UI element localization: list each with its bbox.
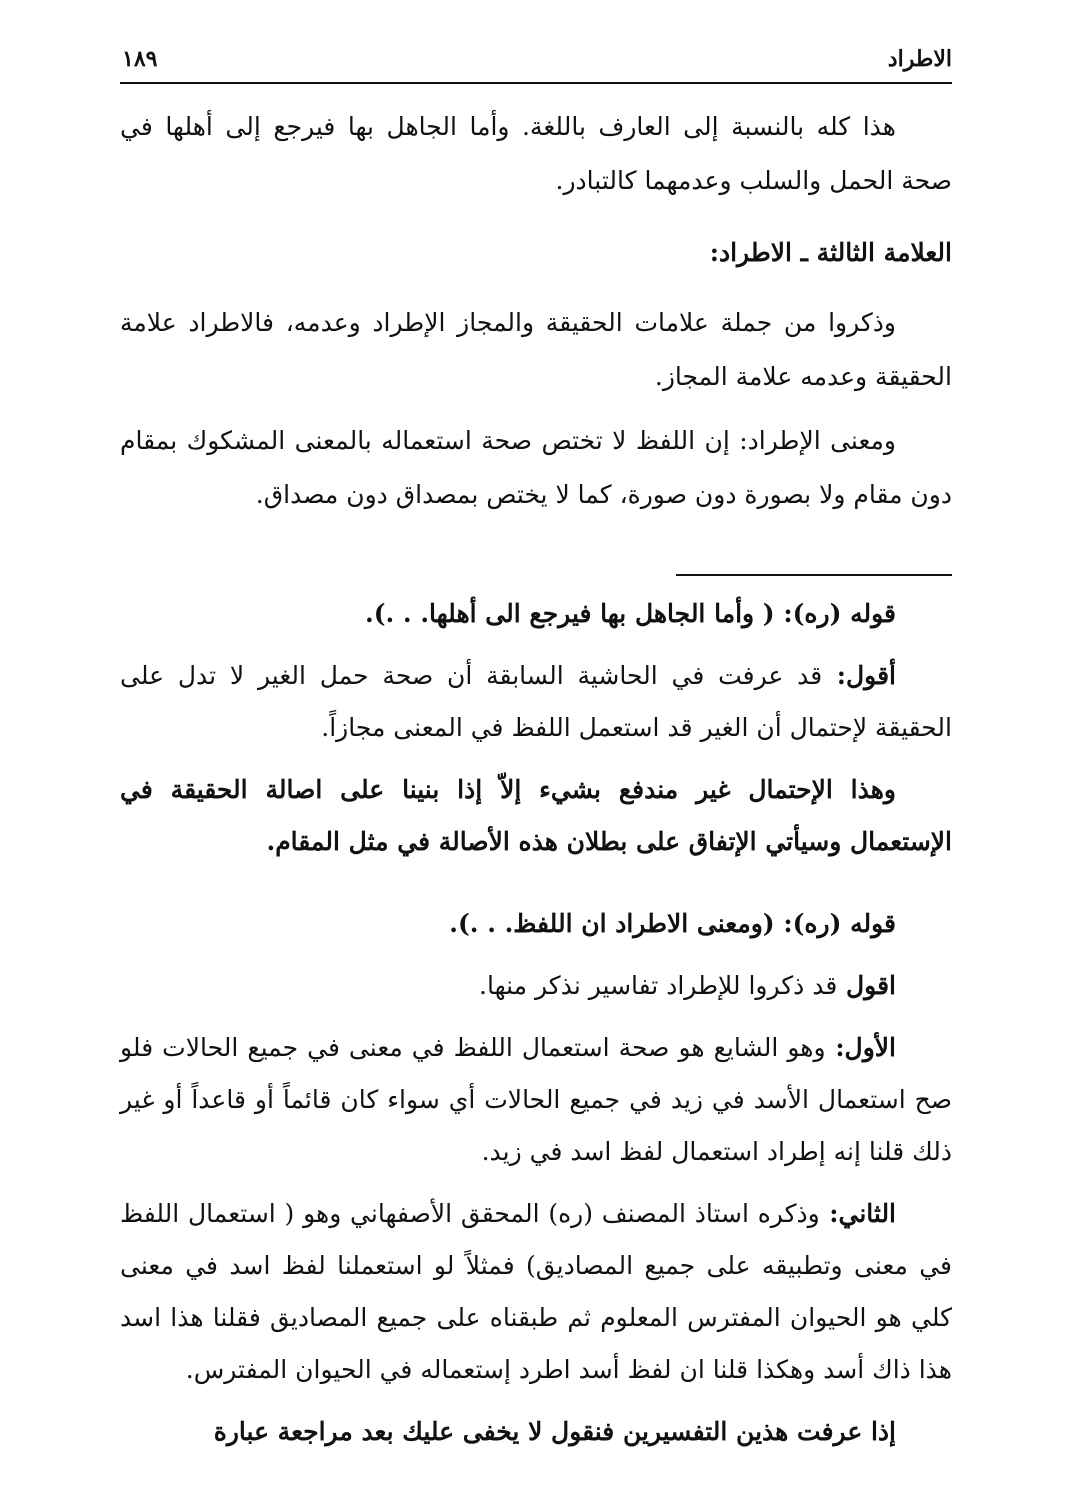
commentary-paragraph-5 [120,1188,952,1396]
commentary-paragraph-4 [120,1022,952,1178]
paragraph-text: وذكره استاذ المصنف (ره) المحقق الأصفهاني وهو ( استعمال اللفظ في معنى وتطبيقه على جميع المصاديق) فمثلاً لو استعملنا لفظ اسد في معنى كلي هو الحيوان المفترس المعلوم ثم طبقناه على جميع المصاديق فقلنا هذا اسد هذا ذاك أسد وهكذا قلنا ان لفظ أسد اطرد إستعماله في الحيوان المفترس. [120,1199,952,1384]
footnote-divider [676,574,952,576]
paragraph-lead: الأول: [825,1033,896,1062]
book-page [120,0,952,1498]
main-text [120,100,952,522]
main-paragraph-3: ومعنى الإطراد: إن اللفظ لا تختص صحة استعماله بالمعنى المشكوك بمقام دون مقام ولا بصورة دون صورة، كما لا يختص بمصداق دون مصداق. [120,426,952,509]
quote-lead: قوله (ره): [774,909,896,938]
quote-text: ( وأما الجاهل بها فيرجع الى أهلها. . .). [364,599,775,628]
commentary-paragraph-2: وهذا الإحتمال غير مندفع بشيء إلاّ إذا بنينا على اصالة الحقيقة في الإستعمال وسيأتي الإتفاق على بطلان هذه الأصالة في مثل المقام. [120,775,952,856]
paragraph-lead: الثاني: [819,1199,897,1228]
paragraph-text: قد ذكروا للإطراد تفاسير نذكر منها. [479,971,838,1000]
main-paragraph-2: وذكروا من جملة علامات الحقيقة والمجاز الإطراد وعدمه، فالاطراد علامة الحقيقة وعدمه علامة المجاز. [120,308,952,391]
commentary-paragraph-3 [120,960,952,1012]
quote-text: (ومعنى الاطراد ان اللفظ. . .). [449,909,775,938]
commentary-quote-2 [120,898,952,950]
paragraph-lead: أقول: [822,661,896,690]
commentary-paragraph-6: إذا عرفت هذين التفسيرين فنقول لا يخفى عليك بعد مراجعة عبارة [213,1417,896,1446]
running-header [120,42,952,84]
running-title: الاطراد [887,46,952,72]
main-paragraph-1: هذا كله بالنسبة إلى العارف باللغة. وأما الجاهل بها فيرجع إلى أهلها في صحة الحمل والسلب وعدمهما كالتبادر. [120,112,952,195]
commentary-quote-1 [120,588,952,640]
page-number: ١٨٩ [122,46,158,72]
commentary-section [120,588,952,1458]
paragraph-lead: اقول [837,971,896,1000]
commentary-paragraph-1 [120,650,952,754]
quote-lead: قوله (ره): [774,599,896,628]
paragraph-text: قد عرفت في الحاشية السابقة أن صحة حمل الغير لا تدل على الحقيقة لإحتمال أن الغير قد استعمل اللفظ في المعنى مجازاً. [120,661,952,742]
section-heading: العلامة الثالثة ـ الاطراد: [709,238,952,267]
paragraph-text: وهو الشايع هو صحة استعمال اللفظ في معنى في جميع الحالات فلو صح استعمال الأسد في زيد في جميع الحالات أي سواء كان قائماً أو قاعداً أو غير ذلك قلنا إنه إطراد استعمال لفظ اسد في زيد. [120,1033,952,1166]
